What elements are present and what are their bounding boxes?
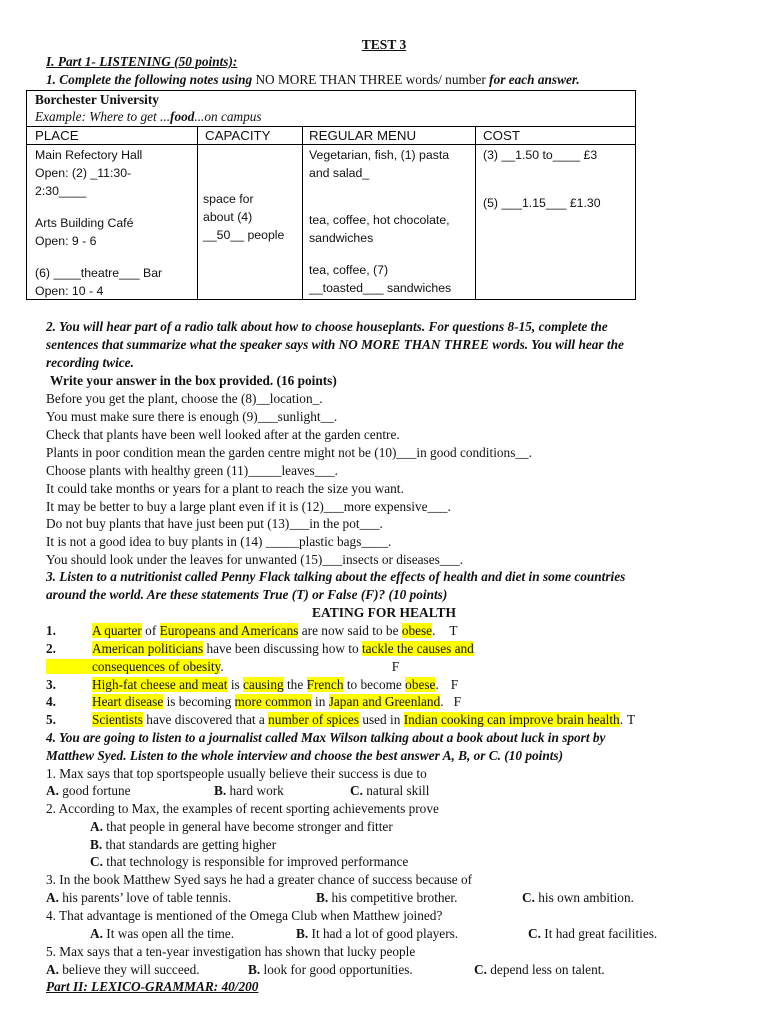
q3-item-4 xyxy=(92,693,461,711)
q4-2-option-c: C. that technology is responsible for improved performance xyxy=(90,854,409,869)
answer-mark: F xyxy=(453,694,461,709)
q3-item-number: 4. xyxy=(46,694,56,709)
answer-mark: T xyxy=(449,623,458,638)
example-post: ...on campus xyxy=(194,109,262,124)
text: is becoming xyxy=(163,694,235,709)
cost-row-1: (3) __1.50 to____ £3 xyxy=(483,148,598,162)
menu-row-1: Vegetarian, fish, (1) pasta xyxy=(309,148,450,162)
q2-instruction-1: 2. You will hear part of a radio talk about how to choose houseplants. For questions 8-15, complete the xyxy=(46,319,608,334)
q2-line: Do not buy plants that have just been put (13)___in the pot___. xyxy=(46,516,383,531)
q4-1-option-b: B. hard work xyxy=(214,783,284,798)
q3-heading: EATING FOR HEALTH xyxy=(311,605,457,620)
highlight: A quarter xyxy=(92,623,142,638)
q2-line: It could take months or years for a plant to reach the size you want. xyxy=(46,481,404,496)
menu-row-5: tea, coffee, (7) xyxy=(309,263,389,277)
q1-instr-prefix: 1. Complete the following notes using xyxy=(46,72,256,87)
q1-instr-suffix: for each answer. xyxy=(485,72,580,87)
highlight: Indian cooking can improve brain health xyxy=(403,712,620,727)
cost-row-2: (5) ___1.15___ £1.30 xyxy=(483,196,601,210)
text: is xyxy=(227,677,244,692)
highlight: consequences of obesity xyxy=(46,659,220,674)
university-name: Borchester University xyxy=(35,92,159,107)
q4-5-option-c: C. depend less on talent. xyxy=(474,962,605,977)
q2-instruction-3: recording twice. xyxy=(46,355,134,370)
q2-line: Before you get the plant, choose the (8)__location_. xyxy=(46,391,323,406)
q2-line: Choose plants with healthy green (11)_____leaves___. xyxy=(46,463,338,478)
place-row-3: 2:30____ xyxy=(35,184,87,198)
q4-4-option-a: A. It was open all the time. xyxy=(90,926,235,941)
part1-heading xyxy=(46,53,237,71)
option-text: that people in general have become stronger and fitter xyxy=(106,819,393,834)
q3-item-number: 1. xyxy=(46,623,56,638)
q4-question-4: 4. That advantage is mentioned of the Omega Club when Matthew joined? xyxy=(46,908,443,923)
table-divider xyxy=(197,126,198,299)
text: have discovered that a xyxy=(142,712,269,727)
capacity-row-1: space for xyxy=(203,192,254,206)
part2-heading: Part II: LEXICO-GRAMMAR: 40/200 xyxy=(46,979,259,994)
option-text: his own ambition. xyxy=(538,890,634,905)
place-row-7: Open: 10 - 4 xyxy=(35,284,104,298)
q3-item-1 xyxy=(92,622,458,640)
q3-item-number: 3. xyxy=(46,677,56,692)
place-row-6: (6) ____theatre___ Bar xyxy=(35,266,163,280)
q3-instruction-2: around the world. Are these statements True (T) or False (F)? (10 points) xyxy=(46,587,448,602)
option-text: that technology is responsible for improved performance xyxy=(106,854,409,869)
option-text: It was open all the time. xyxy=(106,926,235,941)
q4-5-option-b: B. look for good opportunities. xyxy=(248,962,413,977)
test-title: TEST 3 xyxy=(361,37,407,52)
table-example xyxy=(35,108,262,126)
highlight: tackle the causes and xyxy=(361,641,474,656)
answer-mark: T xyxy=(627,712,636,727)
q4-2-option-b: B. that standards are getting higher xyxy=(90,837,277,852)
example-bold: food xyxy=(170,109,195,124)
q3-item-3 xyxy=(92,676,458,694)
place-row-2: Open: (2) _11:30- xyxy=(35,166,132,180)
q2-line: Plants in poor condition mean the garden centre might not be (10)___in good conditions__. xyxy=(46,445,532,460)
q4-4-option-c: C. It had great facilities. xyxy=(528,926,658,941)
text: . xyxy=(619,712,624,727)
q4-question-2: 2. According to Max, the examples of recent sporting achievements prove xyxy=(46,801,439,816)
text: . xyxy=(435,677,439,692)
menu-row-4: sandwiches xyxy=(309,231,374,245)
q4-4-option-b: B. It had a lot of good players. xyxy=(296,926,459,941)
q4-5-option-a: A. believe they will succeed. xyxy=(46,962,200,977)
notes-table xyxy=(26,90,636,300)
highlight: High-fat cheese and meat xyxy=(92,677,228,692)
table-divider xyxy=(302,126,303,299)
option-text: his competitive brother. xyxy=(331,890,458,905)
q2-line: It may be better to buy a large plant even if it is (12)___more expensive___. xyxy=(46,499,451,514)
capacity-row-2: about (4) xyxy=(203,210,253,224)
header-place: PLACE xyxy=(35,128,79,143)
q4-question-1: 1. Max says that top sportspeople usually believe their success is due to xyxy=(46,766,427,781)
q3-instruction-1: 3. Listen to a nutritionist called Penny Flack talking about the effects of health and diet in some countries xyxy=(46,569,626,584)
place-row-5: Open: 9 - 6 xyxy=(35,234,97,248)
q4-instruction-2: Matthew Syed. Listen to the whole interview and choose the best answer A, B, or C. (10 points) xyxy=(46,748,564,763)
highlight: Heart disease xyxy=(92,694,164,709)
q4-1-option-a: A. good fortune xyxy=(46,783,131,798)
highlight: number of spices xyxy=(268,712,359,727)
option-text: It had great facilities. xyxy=(544,926,658,941)
highlight: American politicians xyxy=(92,641,204,656)
q3-item-2 xyxy=(92,640,474,658)
text: have been discussing how to xyxy=(203,641,362,656)
table-divider xyxy=(475,126,476,299)
part1-heading-colon: : xyxy=(232,54,238,69)
option-text: hard work xyxy=(229,783,284,798)
capacity-row-3: __50__ people xyxy=(203,228,285,242)
option-text: It had a lot of good players. xyxy=(311,926,459,941)
q2-line: You should look under the leaves for unwanted (15)___insects or diseases___. xyxy=(46,552,464,567)
answer-mark: F xyxy=(450,677,459,692)
text: used in xyxy=(359,712,404,727)
place-row-1: Main Refectory Hall xyxy=(35,148,143,162)
text: are now said to be xyxy=(298,623,402,638)
header-cost: COST xyxy=(483,128,520,143)
menu-row-6: __toasted___ sandwiches xyxy=(309,281,452,295)
highlight: obese xyxy=(401,623,433,638)
highlight: Europeans and Americans xyxy=(159,623,299,638)
place-row-4: Arts Building Café xyxy=(35,216,134,230)
option-text: good fortune xyxy=(62,783,131,798)
option-text: that standards are getting higher xyxy=(105,837,277,852)
q4-2-option-a: A. that people in general have become stronger and fitter xyxy=(90,819,393,834)
highlight: causing xyxy=(243,677,284,692)
highlight: Scientists xyxy=(92,712,143,727)
q2-instruction-2: sentences that summarize what the speaker says with NO MORE THAN THREE words. You will hear the xyxy=(46,337,624,352)
menu-row-2: and salad_ xyxy=(309,166,370,180)
q1-instruction xyxy=(46,71,580,89)
q1-instr-middle: NO MORE THAN THREE words/ number xyxy=(255,72,486,87)
highlight: French xyxy=(306,677,344,692)
q4-3-option-a: A. his parents’ love of table tennis. xyxy=(46,890,232,905)
highlight: more common xyxy=(234,694,312,709)
q3-item-2-cont xyxy=(46,658,399,676)
q3-item-5 xyxy=(92,711,635,729)
q2-line: You must make sure there is enough (9)___sunlight__. xyxy=(46,409,338,424)
q3-item-number: 2. xyxy=(46,641,56,656)
menu-row-3: tea, coffee, hot chocolate, xyxy=(309,213,450,227)
option-text: depend less on talent. xyxy=(490,962,605,977)
q4-instruction-1: 4. You are going to listen to a journalist called Max Wilson talking about a book about luck in sport by xyxy=(46,730,606,745)
header-capacity: CAPACITY xyxy=(205,128,271,143)
q2-line: It is not a good idea to buy plants in (14) _____plastic bags____. xyxy=(46,534,392,549)
q2-line: Check that plants have been well looked after at the garden centre. xyxy=(46,427,400,442)
q4-1-option-c: C. natural skill xyxy=(350,783,430,798)
option-text: his parents’ love of table tennis. xyxy=(62,890,232,905)
q2-box-note: Write your answer in the box provided. (16 points) xyxy=(50,373,337,388)
text: of xyxy=(141,623,160,638)
option-text: natural skill xyxy=(366,783,430,798)
text: . xyxy=(432,623,436,638)
text: the xyxy=(283,677,307,692)
part1-heading-text: I. Part 1- LISTENING (50 points) xyxy=(46,54,233,69)
highlight: obese xyxy=(405,677,436,692)
option-text: look for good opportunities. xyxy=(263,962,413,977)
q4-question-3: 3. In the book Matthew Syed says he had a greater chance of success because of xyxy=(46,872,473,887)
q3-item-number: 5. xyxy=(46,712,56,727)
highlight: Japan and Greenland xyxy=(328,694,441,709)
q4-3-option-c: C. his own ambition. xyxy=(522,890,634,905)
option-text: believe they will succeed. xyxy=(62,962,200,977)
answer-mark: F xyxy=(391,659,400,674)
text: . xyxy=(220,659,224,674)
example-pre: Example: Where to get ... xyxy=(35,109,171,124)
q4-3-option-b: B. his competitive brother. xyxy=(316,890,458,905)
q4-question-5: 5. Max says that a ten-year investigation has shown that lucky people xyxy=(46,944,416,959)
header-regular-menu: REGULAR MENU xyxy=(309,128,417,143)
text: to become xyxy=(343,677,406,692)
text: . xyxy=(440,694,444,709)
text: in xyxy=(311,694,329,709)
